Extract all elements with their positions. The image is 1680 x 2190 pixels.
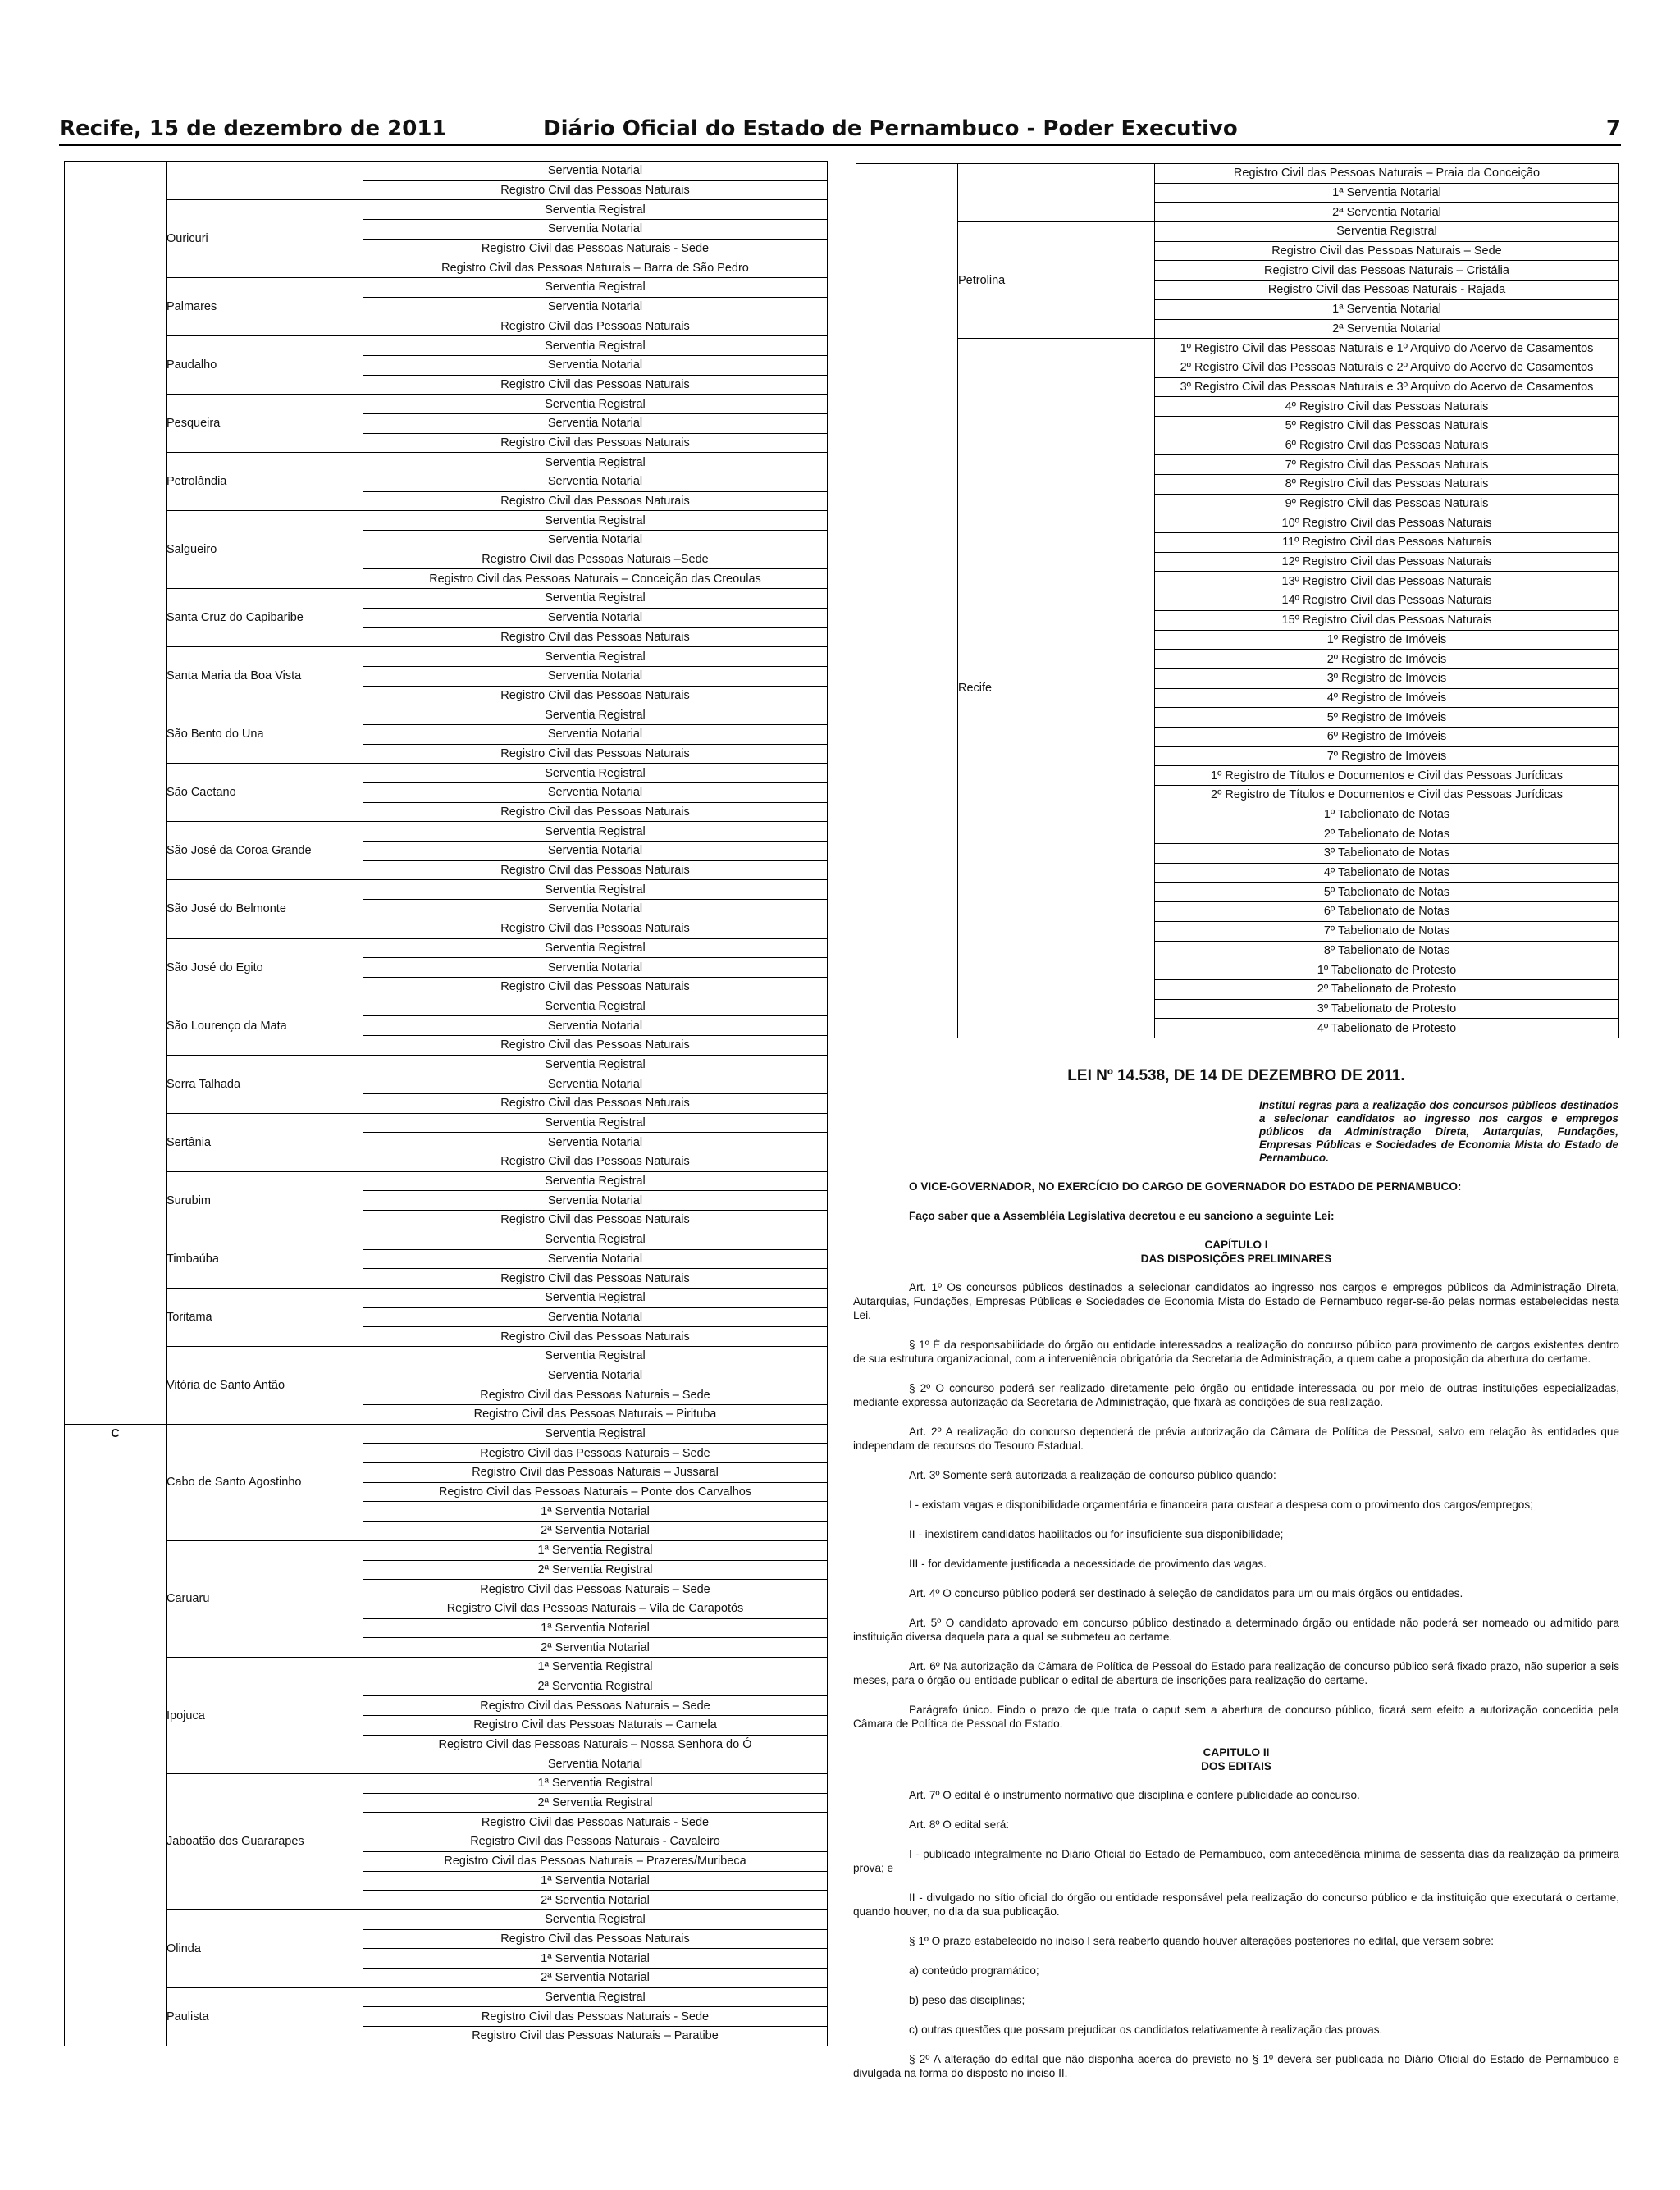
registry-item-cell: Serventia Notarial bbox=[363, 1307, 828, 1327]
law-paragraph: II - divulgado no sítio oficial do órgão ou entidade responsável pela realização do concurso público e da instituição que executará o certame, quando houver, no dia da sua publicação. bbox=[853, 1891, 1619, 1918]
registry-item-cell: Serventia Registral bbox=[363, 1346, 828, 1366]
chapter-title: DAS DISPOSIÇÕES PRELIMINARES bbox=[1140, 1252, 1332, 1265]
table-row bbox=[65, 1113, 828, 1133]
registry-item-cell: Serventia Registral bbox=[363, 1113, 828, 1133]
registry-item-cell: Registro Civil das Pessoas Naturais – Barra de São Pedro bbox=[363, 258, 828, 278]
city-cell: Paulista bbox=[167, 1987, 363, 2046]
law-paragraph: § 1º O prazo estabelecido no inciso I será reaberto quando houver alterações posteriores no edital, que versem sobre: bbox=[909, 1935, 1495, 1947]
page-header bbox=[59, 115, 1621, 146]
registry-item-cell: 3º Tabelionato de Notas bbox=[1155, 844, 1619, 864]
registry-item-cell: Serventia Notarial bbox=[363, 162, 828, 181]
registry-item-cell: 2º Registro de Imóveis bbox=[1155, 650, 1619, 669]
registry-item-cell: 2ª Serventia Registral bbox=[363, 1793, 828, 1813]
registry-item-cell: 7º Registro de Imóveis bbox=[1155, 746, 1619, 766]
registry-item-cell: Serventia Notarial bbox=[363, 958, 828, 978]
registry-item-cell: Registro Civil das Pessoas Naturais - Sede bbox=[363, 239, 828, 258]
registry-item-cell: 7º Registro Civil das Pessoas Naturais bbox=[1155, 455, 1619, 475]
registry-item-cell: 2º Registro de Títulos e Documentos e Civil das Pessoas Jurídicas bbox=[1155, 786, 1619, 805]
registry-item-cell: 4º Tabelionato de Protesto bbox=[1155, 1019, 1619, 1038]
registry-item-cell: Registro Civil das Pessoas Naturais – Conceição das Creoulas bbox=[363, 569, 828, 589]
registry-item-cell: 2º Registro Civil das Pessoas Naturais e 2º Arquivo do Acervo de Casamentos bbox=[1155, 358, 1619, 377]
registry-item-cell: Serventia Registral bbox=[363, 938, 828, 958]
registry-item-cell: 1º Tabelionato de Protesto bbox=[1155, 960, 1619, 980]
registry-item-cell: Registro Civil das Pessoas Naturais bbox=[363, 1152, 828, 1172]
registry-item-cell: Serventia Registral bbox=[363, 647, 828, 667]
registry-item-cell: 1ª Serventia Notarial bbox=[363, 1502, 828, 1522]
registry-item-cell: 2ª Serventia Notarial bbox=[363, 1522, 828, 1541]
registry-item-cell: Serventia Registral bbox=[363, 395, 828, 414]
city-cell: Petrolândia bbox=[167, 453, 363, 511]
registry-item-cell: 14º Registro Civil das Pessoas Naturais bbox=[1155, 591, 1619, 611]
right-registry-table bbox=[856, 163, 1619, 1038]
registry-item-cell: 6º Registro de Imóveis bbox=[1155, 727, 1619, 746]
registry-item-cell: Serventia Registral bbox=[363, 822, 828, 842]
city-cell: São José da Coroa Grande bbox=[167, 822, 363, 880]
law-paragraph: I - existam vagas e disponibilidade orçamentária e financeira para custear a despesa com o provimento dos cargos/empregos; bbox=[909, 1499, 1533, 1511]
table-row bbox=[65, 647, 828, 667]
registry-item-cell: Registro Civil das Pessoas Naturais bbox=[363, 1211, 828, 1230]
registry-item-cell: Registro Civil das Pessoas Naturais – Vila de Carapotós bbox=[363, 1599, 828, 1618]
registry-item-cell: Serventia Registral bbox=[363, 1987, 828, 2007]
registry-item-cell: Serventia Registral bbox=[363, 589, 828, 609]
city-cell: São Lourenço da Mata bbox=[167, 997, 363, 1055]
table-row bbox=[65, 395, 828, 414]
table-row bbox=[65, 589, 828, 609]
group-letter-cell bbox=[856, 164, 958, 1038]
law-paragraph: Art. 2º A realização do concurso dependerá de prévia autorização da Câmara de Política de Pessoal, salvo em relação às entidades que independam de recursos do Tesouro Estadual. bbox=[853, 1426, 1619, 1452]
registry-item-cell: Serventia Notarial bbox=[363, 724, 828, 744]
law-paragraph: c) outras questões que possam prejudicar os candidatos relativamente à realização das provas. bbox=[909, 2023, 1383, 2036]
law-paragraph: § 1º É da responsabilidade do órgão ou entidade interessados a realização do concurso público para provimento de cargos existentes dentro de sua estrutura organizacional, com a interveniência obrigatória da Secretaria de Administração, a quem cabe a proposição da abertura do certame. bbox=[853, 1339, 1619, 1365]
city-cell: Recife bbox=[958, 339, 1155, 1038]
law-ementa: Institui regras para a realização dos concursos públicos destinados a selecionar candidatos ao ingresso nos cargos e empregos públicos da Administração Direta, Autarquias, Fundações, Empresas Públicas e Sociedades de Economia Mista do Estado de Pernambuco. bbox=[1259, 1099, 1618, 1164]
city-cell: São Bento do Una bbox=[167, 705, 363, 764]
registry-item-cell: 6º Registro Civil das Pessoas Naturais bbox=[1155, 436, 1619, 455]
city-cell: Timbaúba bbox=[167, 1230, 363, 1288]
registry-item-cell: Registro Civil das Pessoas Naturais – Prazeres/Muribeca bbox=[363, 1851, 828, 1871]
registry-item-cell: 1ª Serventia Notarial bbox=[363, 1949, 828, 1969]
city-cell: Caruaru bbox=[167, 1540, 363, 1657]
registry-item-cell: Registro Civil das Pessoas Naturais – Camela bbox=[363, 1716, 828, 1736]
registry-item-cell: Registro Civil das Pessoas Naturais bbox=[363, 375, 828, 395]
city-cell: Pesqueira bbox=[167, 395, 363, 453]
registry-item-cell: 1º Registro Civil das Pessoas Naturais e 1º Arquivo do Acervo de Casamentos bbox=[1155, 339, 1619, 358]
registry-item-cell: Serventia Registral bbox=[1155, 222, 1619, 242]
registry-item-cell: Serventia Notarial bbox=[363, 531, 828, 550]
registry-item-cell: Serventia Notarial bbox=[363, 1366, 828, 1385]
registry-item-cell: Registro Civil das Pessoas Naturais – Ponte dos Carvalhos bbox=[363, 1482, 828, 1502]
registry-item-cell: Serventia Notarial bbox=[363, 1754, 828, 1774]
registry-item-cell: Serventia Notarial bbox=[363, 355, 828, 375]
preamble-paragraph: Faço saber que a Assembléia Legislativa decretou e eu sanciono a seguinte Lei: bbox=[909, 1210, 1335, 1222]
table-row bbox=[65, 1171, 828, 1191]
registry-item-cell: Registro Civil das Pessoas Naturais bbox=[363, 433, 828, 453]
chapter-number: CAPÍTULO I bbox=[1204, 1239, 1268, 1251]
registry-item-cell: 9º Registro Civil das Pessoas Naturais bbox=[1155, 494, 1619, 513]
registry-item-cell: Serventia Notarial bbox=[363, 666, 828, 686]
registry-item-cell: Serventia Registral bbox=[363, 511, 828, 531]
registry-item-cell: Registro Civil das Pessoas Naturais – Sede bbox=[363, 1385, 828, 1405]
registry-item-cell: Registro Civil das Pessoas Naturais bbox=[363, 802, 828, 822]
registry-item-cell: Registro Civil das Pessoas Naturais - Sede bbox=[363, 1813, 828, 1832]
registry-item-cell: Registro Civil das Pessoas Naturais – Pirituba bbox=[363, 1405, 828, 1425]
registry-item-cell: Serventia Registral bbox=[363, 705, 828, 725]
registry-item-cell: Serventia Registral bbox=[363, 336, 828, 356]
registry-item-cell: Serventia Registral bbox=[363, 1909, 828, 1929]
registry-item-cell: 2ª Serventia Notarial bbox=[1155, 203, 1619, 222]
table-row bbox=[65, 764, 828, 783]
registry-item-cell: Serventia Notarial bbox=[363, 783, 828, 803]
registry-item-cell: 6º Tabelionato de Notas bbox=[1155, 902, 1619, 922]
registry-item-cell: Serventia Notarial bbox=[363, 1133, 828, 1152]
city-cell: Paudalho bbox=[167, 336, 363, 395]
group-letter-cell bbox=[65, 162, 167, 1425]
registry-item-cell: Registro Civil das Pessoas Naturais – Paratibe bbox=[363, 2027, 828, 2046]
registry-item-cell: 1ª Serventia Notarial bbox=[1155, 299, 1619, 319]
registry-item-cell: Registro Civil das Pessoas Naturais bbox=[363, 1035, 828, 1055]
registry-item-cell: Serventia Notarial bbox=[363, 220, 828, 240]
law-paragraph: III - for devidamente justificada a necessidade de provimento das vagas. bbox=[909, 1558, 1267, 1570]
registry-item-cell: Registro Civil das Pessoas Naturais – Jussaral bbox=[363, 1463, 828, 1483]
table-row bbox=[65, 1424, 828, 1444]
registry-item-cell: Serventia Registral bbox=[363, 1055, 828, 1074]
city-cell: Cabo de Santo Agostinho bbox=[167, 1424, 363, 1540]
registry-item-cell: 1ª Serventia Notarial bbox=[1155, 183, 1619, 203]
registry-item-cell: Serventia Notarial bbox=[363, 900, 828, 919]
registry-item-cell: Registro Civil das Pessoas Naturais - Sede bbox=[363, 2007, 828, 2027]
city-cell: Salgueiro bbox=[167, 511, 363, 589]
city-cell: Ouricuri bbox=[167, 200, 363, 278]
registry-item-cell: Registro Civil das Pessoas Naturais bbox=[363, 627, 828, 647]
table-row bbox=[65, 1055, 828, 1074]
header-date: Recife, 15 de dezembro de 2011 bbox=[59, 116, 447, 141]
table-row bbox=[65, 1774, 828, 1794]
table-row bbox=[65, 705, 828, 725]
registry-item-cell: Registro Civil das Pessoas Naturais bbox=[363, 686, 828, 705]
registry-item-cell: Serventia Notarial bbox=[363, 608, 828, 627]
table-row bbox=[65, 162, 828, 181]
law-paragraph: II - inexistirem candidatos habilitados ou for insuficiente sua disponibilidade; bbox=[909, 1528, 1284, 1540]
city-cell: São José do Egito bbox=[167, 938, 363, 997]
registry-item-cell: 2ª Serventia Notarial bbox=[363, 1891, 828, 1910]
registry-item-cell: Serventia Notarial bbox=[363, 1074, 828, 1094]
left-registry-table bbox=[64, 161, 828, 2046]
registry-item-cell: Serventia Registral bbox=[363, 880, 828, 900]
registry-item-cell: Registro Civil das Pessoas Naturais – Praia da Conceição bbox=[1155, 164, 1619, 184]
city-cell: São José do Belmonte bbox=[167, 880, 363, 938]
city-cell: Petrolina bbox=[958, 222, 1155, 339]
law-title: LEI Nº 14.538, DE 14 DE DEZEMBRO DE 2011. bbox=[1067, 1067, 1405, 1084]
table-row bbox=[65, 1346, 828, 1366]
law-body bbox=[853, 1179, 1619, 2080]
table-row bbox=[65, 336, 828, 356]
registry-item-cell: 2ª Serventia Notarial bbox=[363, 1968, 828, 1987]
law-paragraph: I - publicado integralmente no Diário Oficial do Estado de Pernambuco, com antecedência mínima de sessenta dias da realização da primeira prova; e bbox=[853, 1848, 1619, 1874]
city-cell: Jaboatão dos Guararapes bbox=[167, 1774, 363, 1910]
registry-item-cell: Registro Civil das Pessoas Naturais bbox=[363, 1269, 828, 1289]
table-row bbox=[65, 453, 828, 472]
chapter-title: DOS EDITAIS bbox=[1201, 1759, 1271, 1773]
registry-item-cell: Registro Civil das Pessoas Naturais bbox=[363, 491, 828, 511]
registry-item-cell: 8º Registro Civil das Pessoas Naturais bbox=[1155, 475, 1619, 495]
registry-item-cell: Registro Civil das Pessoas Naturais bbox=[363, 1327, 828, 1347]
law-paragraph: Art. 6º Na autorização da Câmara de Política de Pessoal do Estado para realização de concurso público será fixado prazo, não superior a seis meses, para o órgão ou entidade publicar o edital de abertura de inscrições para realização do certame. bbox=[853, 1660, 1619, 1686]
table-row bbox=[65, 938, 828, 958]
chapter-number: CAPITULO II bbox=[1203, 1746, 1270, 1759]
registry-item-cell: 2ª Serventia Registral bbox=[363, 1677, 828, 1696]
city-cell: Sertânia bbox=[167, 1113, 363, 1171]
table-row bbox=[856, 339, 1619, 358]
registry-item-cell: Registro Civil das Pessoas Naturais bbox=[363, 977, 828, 997]
chapter-heading bbox=[853, 1239, 1619, 1266]
registry-item-cell: Serventia Registral bbox=[363, 200, 828, 220]
registry-item-cell: Serventia Registral bbox=[363, 1288, 828, 1307]
registry-item-cell: 2ª Serventia Registral bbox=[363, 1560, 828, 1580]
city-cell: Santa Maria da Boa Vista bbox=[167, 647, 363, 705]
registry-item-cell: Serventia Registral bbox=[363, 278, 828, 298]
registry-item-cell: Registro Civil das Pessoas Naturais bbox=[363, 317, 828, 336]
registry-item-cell: 7º Tabelionato de Notas bbox=[1155, 921, 1619, 941]
registry-item-cell: 1ª Serventia Registral bbox=[363, 1774, 828, 1794]
law-section bbox=[853, 1066, 1619, 2096]
registry-item-cell: 15º Registro Civil das Pessoas Naturais bbox=[1155, 610, 1619, 630]
registry-item-cell: 3º Tabelionato de Protesto bbox=[1155, 999, 1619, 1019]
law-paragraph: b) peso das disciplinas; bbox=[909, 1994, 1025, 2006]
table-row bbox=[65, 511, 828, 531]
registry-item-cell: 2ª Serventia Notarial bbox=[363, 1638, 828, 1658]
registry-item-cell: 2º Tabelionato de Notas bbox=[1155, 824, 1619, 844]
law-paragraph: Art. 3º Somente será autorizada a realização de concurso público quando: bbox=[909, 1469, 1276, 1481]
registry-item-cell: 1ª Serventia Registral bbox=[363, 1657, 828, 1677]
registry-item-cell: 3º Registro de Imóveis bbox=[1155, 668, 1619, 688]
registry-item-cell: Registro Civil das Pessoas Naturais - Rajada bbox=[1155, 281, 1619, 300]
registry-item-cell: Serventia Notarial bbox=[363, 1191, 828, 1211]
law-paragraph: a) conteúdo programático; bbox=[909, 1964, 1039, 1977]
city-cell: Surubim bbox=[167, 1171, 363, 1230]
registry-item-cell: Registro Civil das Pessoas Naturais – Sede bbox=[363, 1444, 828, 1463]
header-page-number: 7 bbox=[1605, 116, 1621, 141]
registry-item-cell: Serventia Registral bbox=[363, 1171, 828, 1191]
city-cell bbox=[958, 164, 1155, 222]
registry-item-cell: 5º Tabelionato de Notas bbox=[1155, 883, 1619, 902]
registry-item-cell: 5º Registro de Imóveis bbox=[1155, 708, 1619, 728]
law-paragraph: Art. 5º O candidato aprovado em concurso público destinado a determinado órgão ou entidade não poderá ser nomeado ou admitido para instituição diversa daquela para a qual se submeteu ao certame. bbox=[853, 1617, 1619, 1643]
registry-item-cell: 12º Registro Civil das Pessoas Naturais bbox=[1155, 552, 1619, 572]
registry-item-cell: Serventia Notarial bbox=[363, 1249, 828, 1269]
registry-item-cell: Registro Civil das Pessoas Naturais – Sede bbox=[363, 1696, 828, 1716]
law-paragraph: Art. 1º Os concursos públicos destinados a selecionar candidatos ao ingresso nos cargos e empregos públicos da Administração Direta, Autarquias, Fundações, Empresas Públicas e Sociedades de Economia Mista do Estado de Pernambuco reger-se-ão pelas normas estabelecidas nesta Lei. bbox=[853, 1281, 1619, 1321]
registry-item-cell: Registro Civil das Pessoas Naturais – Cristália bbox=[1155, 261, 1619, 281]
city-cell: Toritama bbox=[167, 1288, 363, 1346]
table-row bbox=[65, 997, 828, 1016]
chapter-heading bbox=[853, 1746, 1619, 1773]
city-cell bbox=[167, 162, 363, 200]
registry-item-cell: Registro Civil das Pessoas Naturais bbox=[363, 1094, 828, 1114]
registry-item-cell: Serventia Registral bbox=[363, 764, 828, 783]
registry-item-cell: Serventia Notarial bbox=[363, 1016, 828, 1036]
registry-item-cell: Registro Civil das Pessoas Naturais bbox=[363, 860, 828, 880]
registry-item-cell: Serventia Registral bbox=[363, 997, 828, 1016]
registry-item-cell: Registro Civil das Pessoas Naturais bbox=[363, 919, 828, 938]
law-paragraph: § 2º A alteração do edital que não disponha acerca do previsto no § 1º deverá ser publicada no Diário Oficial do Estado de Pernambuco e divulgada na forma do disposto no inciso II. bbox=[853, 2053, 1619, 2079]
city-cell: São Caetano bbox=[167, 764, 363, 822]
city-cell: Ipojuca bbox=[167, 1657, 363, 1773]
registry-item-cell: Serventia Notarial bbox=[363, 297, 828, 317]
registry-item-cell: 1º Registro de Imóveis bbox=[1155, 630, 1619, 650]
registry-item-cell: 1ª Serventia Registral bbox=[363, 1540, 828, 1560]
registry-item-cell: 5º Registro Civil das Pessoas Naturais bbox=[1155, 416, 1619, 436]
city-cell: Palmares bbox=[167, 278, 363, 336]
registry-item-cell: 1ª Serventia Notarial bbox=[363, 1871, 828, 1891]
registry-item-cell: Registro Civil das Pessoas Naturais - Cavaleiro bbox=[363, 1832, 828, 1852]
table-row bbox=[65, 880, 828, 900]
preamble-paragraph: O VICE-GOVERNADOR, NO EXERCÍCIO DO CARGO DE GOVERNADOR DO ESTADO DE PERNAMBUCO: bbox=[909, 1180, 1462, 1193]
city-cell: Vitória de Santo Antão bbox=[167, 1346, 363, 1424]
table-row bbox=[65, 1909, 828, 1929]
registry-item-cell: 1ª Serventia Notarial bbox=[363, 1618, 828, 1638]
registry-item-cell: Serventia Registral bbox=[363, 1230, 828, 1249]
law-paragraph: Art. 4º O concurso público poderá ser destinado à seleção de candidatos para um ou mais órgãos ou entidades. bbox=[909, 1587, 1463, 1599]
city-cell: Olinda bbox=[167, 1909, 363, 1987]
registry-item-cell: 8º Tabelionato de Notas bbox=[1155, 941, 1619, 960]
table-row bbox=[65, 1657, 828, 1677]
registry-item-cell: Registro Civil das Pessoas Naturais – Nossa Senhora do Ó bbox=[363, 1735, 828, 1754]
registry-item-cell: 4º Registro de Imóveis bbox=[1155, 688, 1619, 708]
registry-item-cell: Serventia Notarial bbox=[363, 472, 828, 492]
registry-item-cell: 13º Registro Civil das Pessoas Naturais bbox=[1155, 572, 1619, 591]
registry-item-cell: Serventia Notarial bbox=[363, 842, 828, 861]
table-row bbox=[65, 200, 828, 220]
registry-item-cell: 2º Tabelionato de Protesto bbox=[1155, 979, 1619, 999]
table-row bbox=[65, 1230, 828, 1249]
table-row bbox=[65, 1288, 828, 1307]
registry-item-cell: 3º Registro Civil das Pessoas Naturais e 3º Arquivo do Acervo de Casamentos bbox=[1155, 377, 1619, 397]
registry-item-cell: Serventia Registral bbox=[363, 1424, 828, 1444]
registry-item-cell: 1º Tabelionato de Notas bbox=[1155, 805, 1619, 824]
registry-item-cell: Registro Civil das Pessoas Naturais bbox=[363, 180, 828, 200]
law-paragraph: Art. 7º O edital é o instrumento normativo que disciplina e confere publicidade ao concurso. bbox=[909, 1789, 1360, 1801]
law-paragraph: Art. 8º O edital será: bbox=[909, 1818, 1010, 1831]
registry-item-cell: 1º Registro de Títulos e Documentos e Civil das Pessoas Jurídicas bbox=[1155, 766, 1619, 786]
registry-item-cell: 4º Registro Civil das Pessoas Naturais bbox=[1155, 397, 1619, 417]
registry-item-cell: 2ª Serventia Notarial bbox=[1155, 319, 1619, 339]
registry-item-cell: Registro Civil das Pessoas Naturais –Sede bbox=[363, 550, 828, 569]
registry-item-cell: 10º Registro Civil das Pessoas Naturais bbox=[1155, 513, 1619, 533]
registry-item-cell: Registro Civil das Pessoas Naturais bbox=[363, 744, 828, 764]
table-row bbox=[65, 822, 828, 842]
registry-item-cell: Registro Civil das Pessoas Naturais bbox=[363, 1929, 828, 1949]
law-paragraph: Parágrafo único. Findo o prazo de que trata o caput sem a abertura de concurso público, ficará sem efeito a autorização concedida pela Câmara de Política de Pessoal do Estado. bbox=[853, 1704, 1619, 1730]
registry-item-cell: Serventia Registral bbox=[363, 453, 828, 472]
registry-item-cell: 11º Registro Civil das Pessoas Naturais bbox=[1155, 533, 1619, 553]
table-row bbox=[856, 164, 1619, 184]
law-paragraph: § 2º O concurso poderá ser realizado diretamente pelo órgão ou entidade interessada ou por meio de outras instituições especializadas, mediante expressa autorização da Secretaria de Administração, que fixará as condições de sua realização. bbox=[853, 1382, 1619, 1408]
header-publication-title: Diário Oficial do Estado de Pernambuco - Poder Executivo bbox=[543, 116, 1238, 141]
table-row bbox=[65, 1540, 828, 1560]
registry-item-cell: Registro Civil das Pessoas Naturais – Sede bbox=[363, 1580, 828, 1599]
table-row bbox=[856, 222, 1619, 242]
registry-item-cell: Serventia Notarial bbox=[363, 413, 828, 433]
table-row bbox=[65, 1987, 828, 2007]
table-row bbox=[65, 278, 828, 298]
registry-item-cell: 4º Tabelionato de Notas bbox=[1155, 863, 1619, 883]
city-cell: Serra Talhada bbox=[167, 1055, 363, 1113]
group-letter-cell: C bbox=[65, 1424, 167, 2046]
city-cell: Santa Cruz do Capibaribe bbox=[167, 589, 363, 647]
registry-item-cell: Registro Civil das Pessoas Naturais – Sede bbox=[1155, 241, 1619, 261]
